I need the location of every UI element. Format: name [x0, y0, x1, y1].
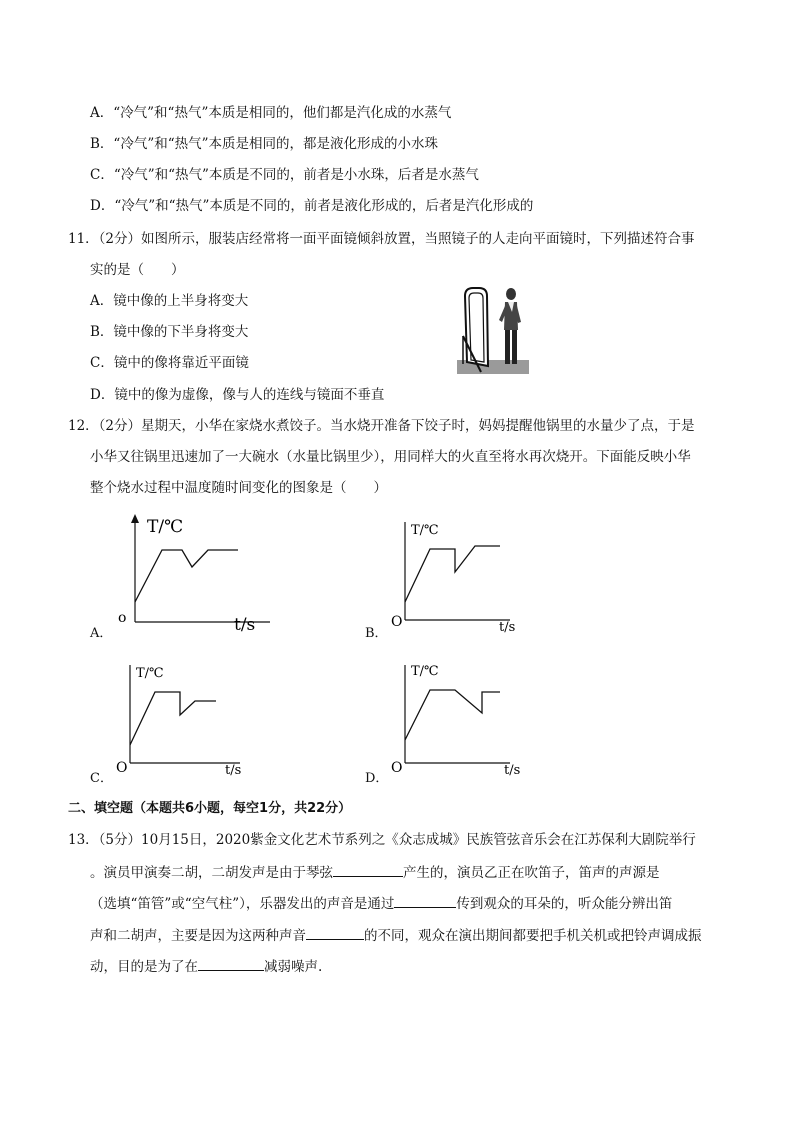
graph-a: [110, 510, 280, 635]
graph-b-origin: O: [391, 614, 403, 630]
q11-option-c: C．镜中的像将靠近平面镜: [90, 355, 249, 371]
q13-stem-line2: [90, 862, 660, 882]
q13-blank-3[interactable]: [306, 925, 364, 940]
q13-stem-line5: [90, 956, 322, 976]
graph-c-xlabel: t/s: [225, 763, 242, 778]
section-heading: 二、填空题（本题共6小题，每空1分，共22分）: [68, 801, 352, 816]
graph-a-xlabel: t/s: [234, 615, 256, 635]
graph-c-letter: C．: [90, 771, 113, 786]
graph-a-ylabel: T/℃: [147, 517, 184, 537]
graph-b: [385, 512, 535, 637]
q13-line5-text-a: 动，目的是为了在: [90, 959, 198, 975]
q13-line2-text-a: 。演员甲演奏二胡，二胡发声是由于琴弦: [90, 865, 333, 881]
graph-c-curve: [130, 692, 216, 745]
graph-c-ylabel: T/℃: [136, 666, 164, 681]
graph-d-xlabel: t/s: [504, 763, 521, 778]
graph-c-origin: O: [116, 760, 128, 776]
q13-blank-4[interactable]: [198, 956, 264, 971]
q11-stem-line1: 11．（2分）如图所示，服装店经常将一面平面镜倾斜放置，当照镜子的人走向平面镜时，下列描述符合事: [68, 231, 695, 247]
q13-stem-line1: 13．（5分）10月15日，2020紫金文化艺术节系列之《众志成城》民族管弦音乐会在江苏保利大剧院举行: [68, 832, 696, 848]
q11-stem-line2: 实的是（ ）: [90, 262, 185, 278]
q10-option-c: C．“冷气”和“热气”本质是不同的，前者是小水珠，后者是水蒸气: [90, 167, 479, 183]
graph-a-origin: o: [118, 610, 127, 626]
graph-b-curve: [405, 546, 500, 602]
graph-d: [385, 655, 535, 780]
q10-option-a: A．“冷气”和“热气”本质是相同的，他们都是汽化成的水蒸气: [90, 105, 452, 121]
q10-option-d: D．“冷气”和“热气”本质是不同的，前者是液化形成的，后者是汽化形成的: [90, 198, 534, 214]
q13-blank-1[interactable]: [333, 862, 403, 877]
q13-blank-2[interactable]: [394, 893, 456, 908]
graph-c: [110, 655, 260, 780]
q10-option-b: B．“冷气”和“热气”本质是相同的，都是液化形成的小水珠: [90, 136, 439, 152]
q13-line4-text-a: 声和二胡声，主要是因为这两种声音: [90, 928, 306, 944]
q12-stem-line3: 整个烧水过程中温度随时间变化的图象是（ ）: [90, 480, 387, 496]
graph-a-letter: A．: [90, 626, 113, 641]
graph-d-origin: O: [391, 760, 403, 776]
q13-stem-line3: [90, 893, 672, 913]
graph-b-xlabel: t/s: [499, 620, 516, 635]
q13-line3-text-a: （选填“笛管”或“空气柱”），乐器发出的声音是通过: [90, 896, 395, 912]
q13-line2-text-b: 产生的，演员乙正在吹笛子，笛声的声源是: [403, 865, 660, 881]
graph-d-letter: D．: [365, 771, 389, 786]
graph-b-ylabel: T/℃: [411, 523, 439, 538]
q13-line5-text-b: 减弱噪声.: [264, 959, 323, 975]
q11-option-d: D．镜中的像为虚像，像与人的连线与镜面不垂直: [90, 387, 385, 403]
graph-d-curve: [405, 690, 500, 740]
graph-a-curve: [135, 550, 238, 602]
q11-option-b: B．镜中像的下半身将变大: [90, 324, 249, 340]
q13-line3-text-b: 传到观众的耳朵的，听众能分辨出笛: [456, 896, 673, 912]
graph-b-letter: B．: [365, 626, 388, 641]
q13-stem-line4: [90, 925, 702, 945]
q11-option-a: A．镜中像的上半身将变大: [90, 293, 249, 309]
graph-d-ylabel: T/℃: [411, 664, 439, 679]
q13-line4-text-b: 的不同，观众在演出期间都要把手机关机或把铃声调成振: [364, 928, 702, 944]
mirror-figure: [455, 282, 531, 378]
q12-stem-line2: 小华又往锅里迅速加了一大碗水（水量比锅里少），用同样大的火直至将水再次烧开。下面能反映小华: [90, 449, 691, 465]
q12-stem-line1: 12．（2分）星期天，小华在家烧水煮饺子。当水烧开准备下饺子时，妈妈提醒他锅里的水量少了点，于是: [68, 418, 695, 434]
